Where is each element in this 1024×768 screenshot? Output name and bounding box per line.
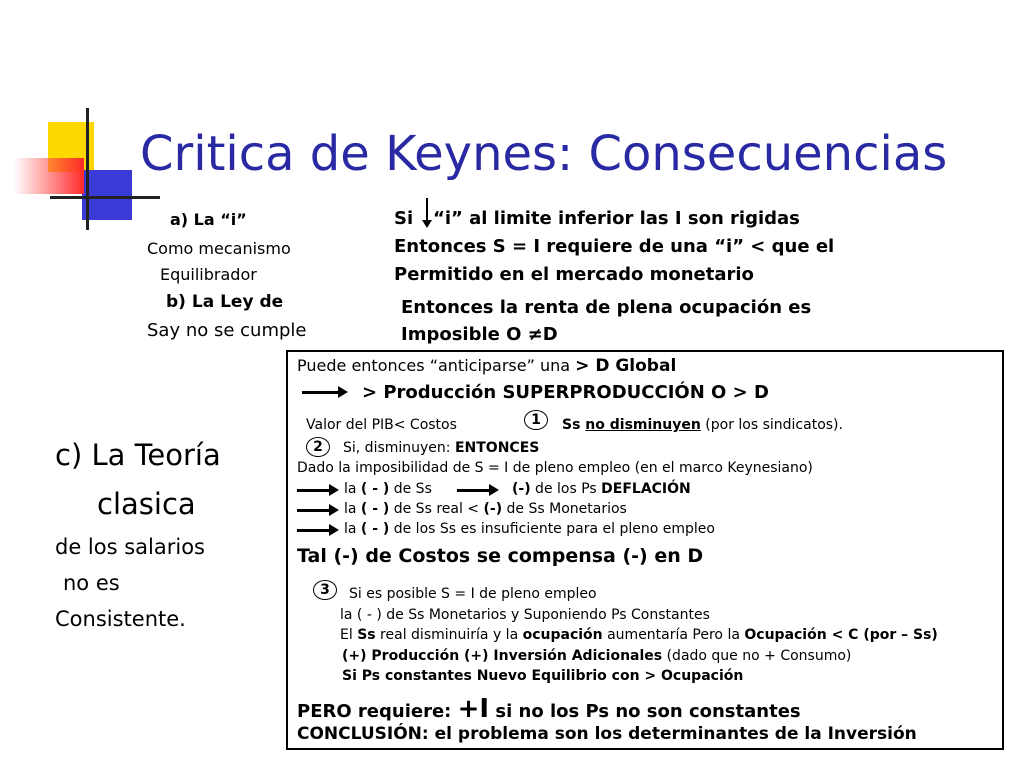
box-r6-e: de los Ps	[530, 481, 602, 497]
arrow-icon	[297, 489, 331, 492]
box-r12-d: ocupación	[522, 627, 603, 643]
slide-title: Critica de Keynes: Consecuencias	[140, 126, 948, 182]
box-r6-f: DEFLACIÓN	[601, 481, 691, 497]
box-r13-b: (dado que no + Consumo)	[662, 648, 852, 664]
number-1-badge: 1	[524, 410, 548, 430]
box-r15-a: PERO requiere:	[297, 701, 458, 722]
box-r6-a: la	[344, 481, 361, 497]
top-l1-si: Si	[394, 208, 414, 229]
box-r12-e: aumentaría Pero la	[602, 627, 745, 643]
box-r1	[297, 356, 676, 376]
box-r6-right	[512, 481, 691, 497]
b-label: b) La Ley de	[166, 292, 284, 312]
box-r7-b: ( - )	[360, 501, 390, 517]
box-r12-c: real disminuiría y la	[375, 627, 523, 643]
box-r8-a: la	[344, 521, 361, 537]
decor-blue-square	[82, 170, 132, 220]
down-arrow-icon	[426, 198, 428, 222]
box-r7-c: de Ss real <	[389, 501, 484, 517]
decor-vertical-line	[86, 108, 89, 230]
number-3-badge: 3	[313, 580, 337, 600]
box-r3-ss: Ss	[562, 417, 586, 433]
box-r4-bold: ENTONCES	[454, 440, 540, 456]
b-line: Say no se cumple	[147, 320, 307, 341]
decor-red-bar	[14, 158, 84, 194]
box-r15	[297, 694, 801, 724]
box-r15-b: +I	[457, 694, 490, 724]
box-r4	[343, 440, 539, 456]
box-r3-a: Valor del PIB< Costos	[306, 417, 457, 433]
box-r7	[344, 501, 627, 517]
box-r6-c: de Ss	[389, 481, 432, 497]
box-r7-a: la	[344, 501, 361, 517]
box-r12-f: Ocupación < C (por – Ss)	[744, 627, 938, 643]
decor-horizontal-line	[50, 196, 160, 199]
box-r7-e: de Ss Monetarios	[502, 501, 627, 517]
box-r13-a: (+) Producción (+) Inversión Adicionales	[342, 648, 663, 664]
box-r4-text: Si, disminuyen:	[343, 440, 455, 456]
top-l2: Entonces S = I requiere de una “i” < que el	[394, 236, 835, 257]
box-r11: la ( - ) de Ss Monetarios y Suponiendo Ps Constantes	[340, 607, 710, 623]
arrow-icon	[297, 509, 331, 512]
box-r10: Si es posible S = I de pleno empleo	[349, 586, 597, 602]
box-r6-b: ( - )	[360, 481, 390, 497]
box-r14: Si Ps constantes Nuevo Equilibrio con > Ocupación	[342, 668, 744, 684]
c-line1: c) La Teoría	[55, 438, 221, 472]
top-l3: Permitido en el mercado monetario	[394, 264, 754, 285]
top-l1: “i” al limite inferior las I son rigidas	[433, 208, 800, 229]
box-r12	[340, 627, 938, 643]
box-r3	[562, 417, 843, 433]
c-line3: de los salarios	[55, 535, 205, 559]
box-r12-b: Ss	[357, 627, 376, 643]
box-r5: Dado la imposibilidad de S = I de pleno empleo (en el marco Keynesiano)	[297, 460, 813, 476]
box-r2: > Producción SUPERPRODUCCIÓN O > D	[362, 382, 769, 403]
c-line4: no es	[63, 571, 120, 595]
box-r7-d: (-)	[483, 501, 503, 517]
arrow-icon	[302, 391, 340, 394]
box-r16: CONCLUSIÓN: el problema son los determinantes de la Inversión	[297, 724, 917, 744]
top-l4: Entonces la renta de plena ocupación es	[401, 297, 812, 318]
box-r9: Tal (-) de Costos se compensa (-) en D	[297, 545, 704, 567]
box-r6-d: (-)	[512, 481, 531, 497]
a-line2: Equilibrador	[160, 265, 257, 284]
a-line1: Como mecanismo	[147, 239, 291, 258]
a-label: a) La “i”	[170, 210, 247, 229]
box-r12-a: El	[340, 627, 358, 643]
box-r8-b: ( - )	[360, 521, 390, 537]
c-line5: Consistente.	[55, 607, 186, 631]
number-2-badge: 2	[306, 437, 330, 457]
top-l5: Imposible O ≠D	[401, 324, 558, 345]
box-r1-text: Puede entonces “anticiparse” una	[297, 356, 576, 375]
box-r8	[344, 521, 715, 537]
box-r13	[342, 648, 851, 664]
box-r1-bold: > D Global	[575, 356, 677, 376]
arrow-icon	[457, 489, 491, 492]
box-r15-c: si no los Ps no son constantes	[489, 701, 801, 722]
c-line2: clasica	[97, 487, 196, 521]
box-r3-nodism: no disminuyen	[585, 417, 701, 433]
box-r8-c: de los Ss es insuficiente para el pleno empleo	[389, 521, 715, 537]
box-r6	[344, 481, 432, 497]
arrow-icon	[297, 529, 331, 532]
box-r3-rest: (por los sindicatos).	[700, 417, 843, 433]
